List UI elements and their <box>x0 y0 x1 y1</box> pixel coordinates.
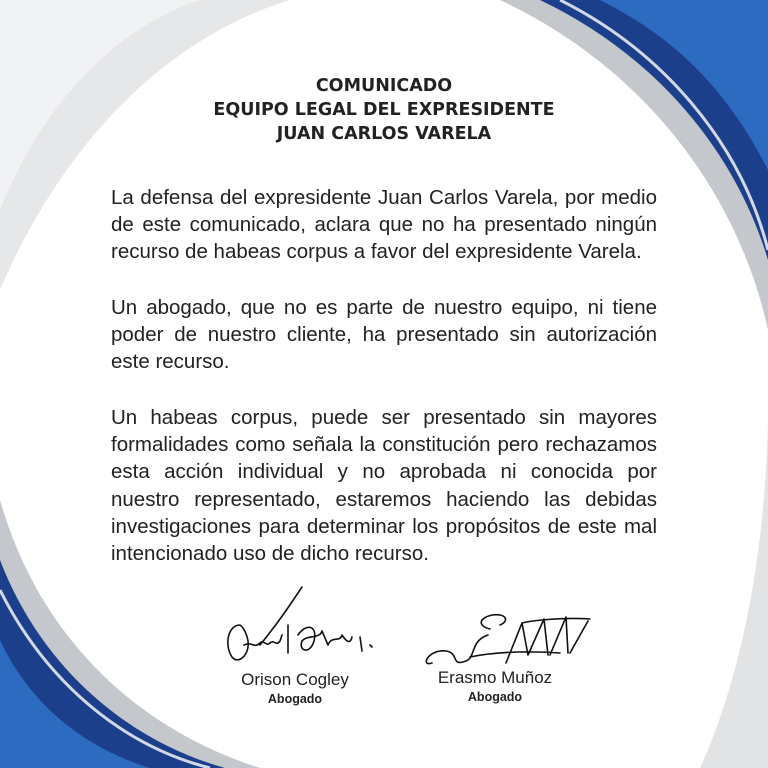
title-line-2: EQUIPO LEGAL DEL EXPRESIDENTE <box>213 100 555 120</box>
handwritten-signature-cogley <box>210 585 380 675</box>
document-title <box>0 74 768 146</box>
paragraph-1: La defensa del expresidente Juan Carlos Varela, por medio de este comunicado, aclara que no ha presentado ningún recurso de habeas corpus a favor del expresidente Varela. <box>111 186 657 264</box>
handwritten-signature-munoz <box>410 605 600 675</box>
signature-block-munoz <box>410 605 600 715</box>
signer-name: Erasmo Muñoz <box>437 668 553 687</box>
title-line-3: JUAN CARLOS VARELA <box>276 124 492 144</box>
signer-role: Abogado <box>267 692 323 706</box>
signer-role: Abogado <box>467 690 523 704</box>
title-line-1: COMUNICADO <box>315 76 453 96</box>
paragraph-3: Un habeas corpus, puede ser presentado sin mayores formalidades como señala la constitución pero rechazamos esta acción individual y no aprobada ni conocida por nuestro representado, estaremos haciendo las debidas investigaciones para determinar los propósitos de este mal intencionado uso de dicho recurso. <box>111 406 657 566</box>
signature-block-cogley <box>210 585 380 715</box>
paragraph-2: Un abogado, que no es parte de nuestro equipo, ni tiene poder de nuestro cliente, ha presentado sin autorización este recurso. <box>111 296 657 374</box>
signer-name: Orison Cogley <box>241 670 349 689</box>
